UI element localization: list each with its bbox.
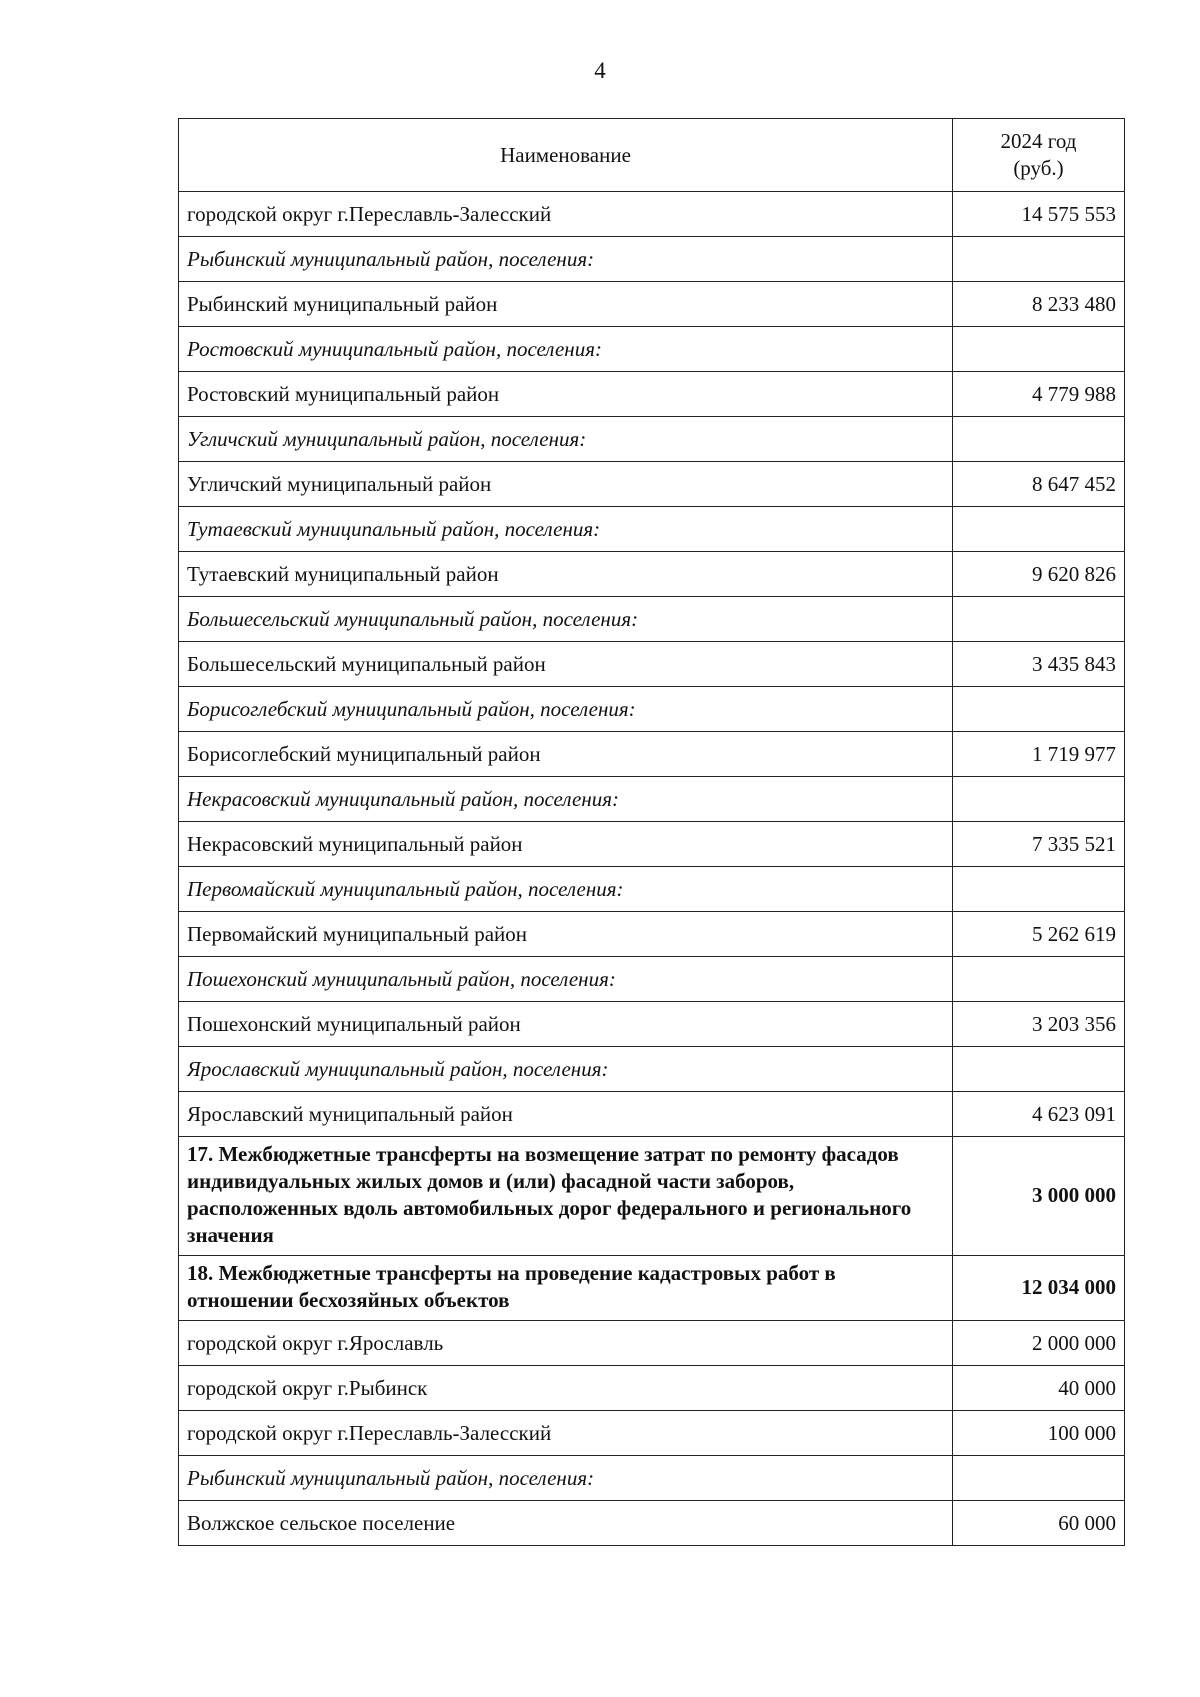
header-unit-label: (руб.)	[1013, 156, 1064, 180]
header-year-label: 2024 год	[1000, 129, 1077, 153]
row-value: 4 779 988	[953, 372, 1125, 417]
table-row-subheader	[179, 867, 1125, 912]
header-year	[953, 119, 1125, 192]
row-name: Борисоглебский муниципальный район, поселения:	[179, 687, 953, 732]
table-header	[179, 119, 1125, 192]
table-row-item	[179, 282, 1125, 327]
table-row-subheader	[179, 327, 1125, 372]
row-name: Некрасовский муниципальный район, поселения:	[179, 777, 953, 822]
table-row-item	[179, 1411, 1125, 1456]
row-value: 100 000	[953, 1411, 1125, 1456]
row-name: Тутаевский муниципальный район	[179, 552, 953, 597]
table-row-item	[179, 822, 1125, 867]
row-value: 14 575 553	[953, 192, 1125, 237]
row-value	[953, 1456, 1125, 1501]
row-value: 3 203 356	[953, 1002, 1125, 1047]
table-row-item	[179, 1002, 1125, 1047]
row-value: 1 719 977	[953, 732, 1125, 777]
table-row-section	[179, 1256, 1125, 1321]
row-value	[953, 687, 1125, 732]
row-name: 18. Межбюджетные трансферты на проведение кадастровых работ в отношении бесхозяйных объектов	[179, 1256, 953, 1321]
row-name: Угличский муниципальный район, поселения:	[179, 417, 953, 462]
table-row-subheader	[179, 687, 1125, 732]
row-name: Угличский муниципальный район	[179, 462, 953, 507]
row-name: городской округ г.Переславль-Залесский	[179, 192, 953, 237]
table-row-subheader	[179, 1456, 1125, 1501]
row-value: 60 000	[953, 1501, 1125, 1546]
row-value	[953, 237, 1125, 282]
row-value: 40 000	[953, 1366, 1125, 1411]
row-name: Рыбинский муниципальный район, поселения:	[179, 237, 953, 282]
row-name: Первомайский муниципальный район	[179, 912, 953, 957]
table-row-subheader	[179, 237, 1125, 282]
row-name: 17. Межбюджетные трансферты на возмещение затрат по ремонту фасадов индивидуальных жилых домов и (или) фасадной части заборов, расположенных вдоль автомобильных дорог федерального и регионального значения	[179, 1137, 953, 1256]
row-value	[953, 1047, 1125, 1092]
row-name: Борисоглебский муниципальный район	[179, 732, 953, 777]
table-row-item	[179, 552, 1125, 597]
row-name: Ростовский муниципальный район, поселения:	[179, 327, 953, 372]
row-value: 8 647 452	[953, 462, 1125, 507]
table-row-subheader	[179, 777, 1125, 822]
table-row-item	[179, 1321, 1125, 1366]
row-name: Ростовский муниципальный район	[179, 372, 953, 417]
row-name: Волжское сельское поселение	[179, 1501, 953, 1546]
row-value: 12 034 000	[953, 1256, 1125, 1321]
budget-table	[178, 118, 1125, 1546]
row-name: Рыбинский муниципальный район, поселения:	[179, 1456, 953, 1501]
row-value	[953, 507, 1125, 552]
row-name: Ярославский муниципальный район, поселения:	[179, 1047, 953, 1092]
row-value: 8 233 480	[953, 282, 1125, 327]
table-row-subheader	[179, 507, 1125, 552]
table-row-item	[179, 1092, 1125, 1137]
row-name: Некрасовский муниципальный район	[179, 822, 953, 867]
table-row-item	[179, 372, 1125, 417]
row-value	[953, 597, 1125, 642]
row-value	[953, 777, 1125, 822]
row-value	[953, 957, 1125, 1002]
row-name: Пошехонский муниципальный район	[179, 1002, 953, 1047]
table-row-subheader	[179, 417, 1125, 462]
row-name: Первомайский муниципальный район, поселения:	[179, 867, 953, 912]
row-value	[953, 327, 1125, 372]
table-row-item	[179, 462, 1125, 507]
row-value: 2 000 000	[953, 1321, 1125, 1366]
row-name: городской округ г.Переславль-Залесский	[179, 1411, 953, 1456]
row-name: Рыбинский муниципальный район	[179, 282, 953, 327]
table-row-item	[179, 642, 1125, 687]
row-value	[953, 867, 1125, 912]
table-row-subheader	[179, 957, 1125, 1002]
row-value: 4 623 091	[953, 1092, 1125, 1137]
table-row-item	[179, 192, 1125, 237]
row-name: Большесельский муниципальный район	[179, 642, 953, 687]
row-name: Тутаевский муниципальный район, поселения:	[179, 507, 953, 552]
table-body	[179, 192, 1125, 1546]
row-value: 9 620 826	[953, 552, 1125, 597]
table-row-subheader	[179, 597, 1125, 642]
row-value	[953, 417, 1125, 462]
table-row-item	[179, 1501, 1125, 1546]
row-value: 7 335 521	[953, 822, 1125, 867]
row-name: Большесельский муниципальный район, поселения:	[179, 597, 953, 642]
row-value: 3 435 843	[953, 642, 1125, 687]
table-row-item	[179, 912, 1125, 957]
row-name: Ярославский муниципальный район	[179, 1092, 953, 1137]
table-row-section	[179, 1137, 1125, 1256]
row-name: городской округ г.Ярославль	[179, 1321, 953, 1366]
table-row-item	[179, 732, 1125, 777]
page-number: 4	[594, 58, 606, 83]
header-row	[179, 119, 1125, 192]
row-name: городской округ г.Рыбинск	[179, 1366, 953, 1411]
header-name: Наименование	[179, 119, 953, 192]
table-row-subheader	[179, 1047, 1125, 1092]
row-value: 5 262 619	[953, 912, 1125, 957]
table-row-item	[179, 1366, 1125, 1411]
row-name: Пошехонский муниципальный район, поселения:	[179, 957, 953, 1002]
row-value: 3 000 000	[953, 1137, 1125, 1256]
